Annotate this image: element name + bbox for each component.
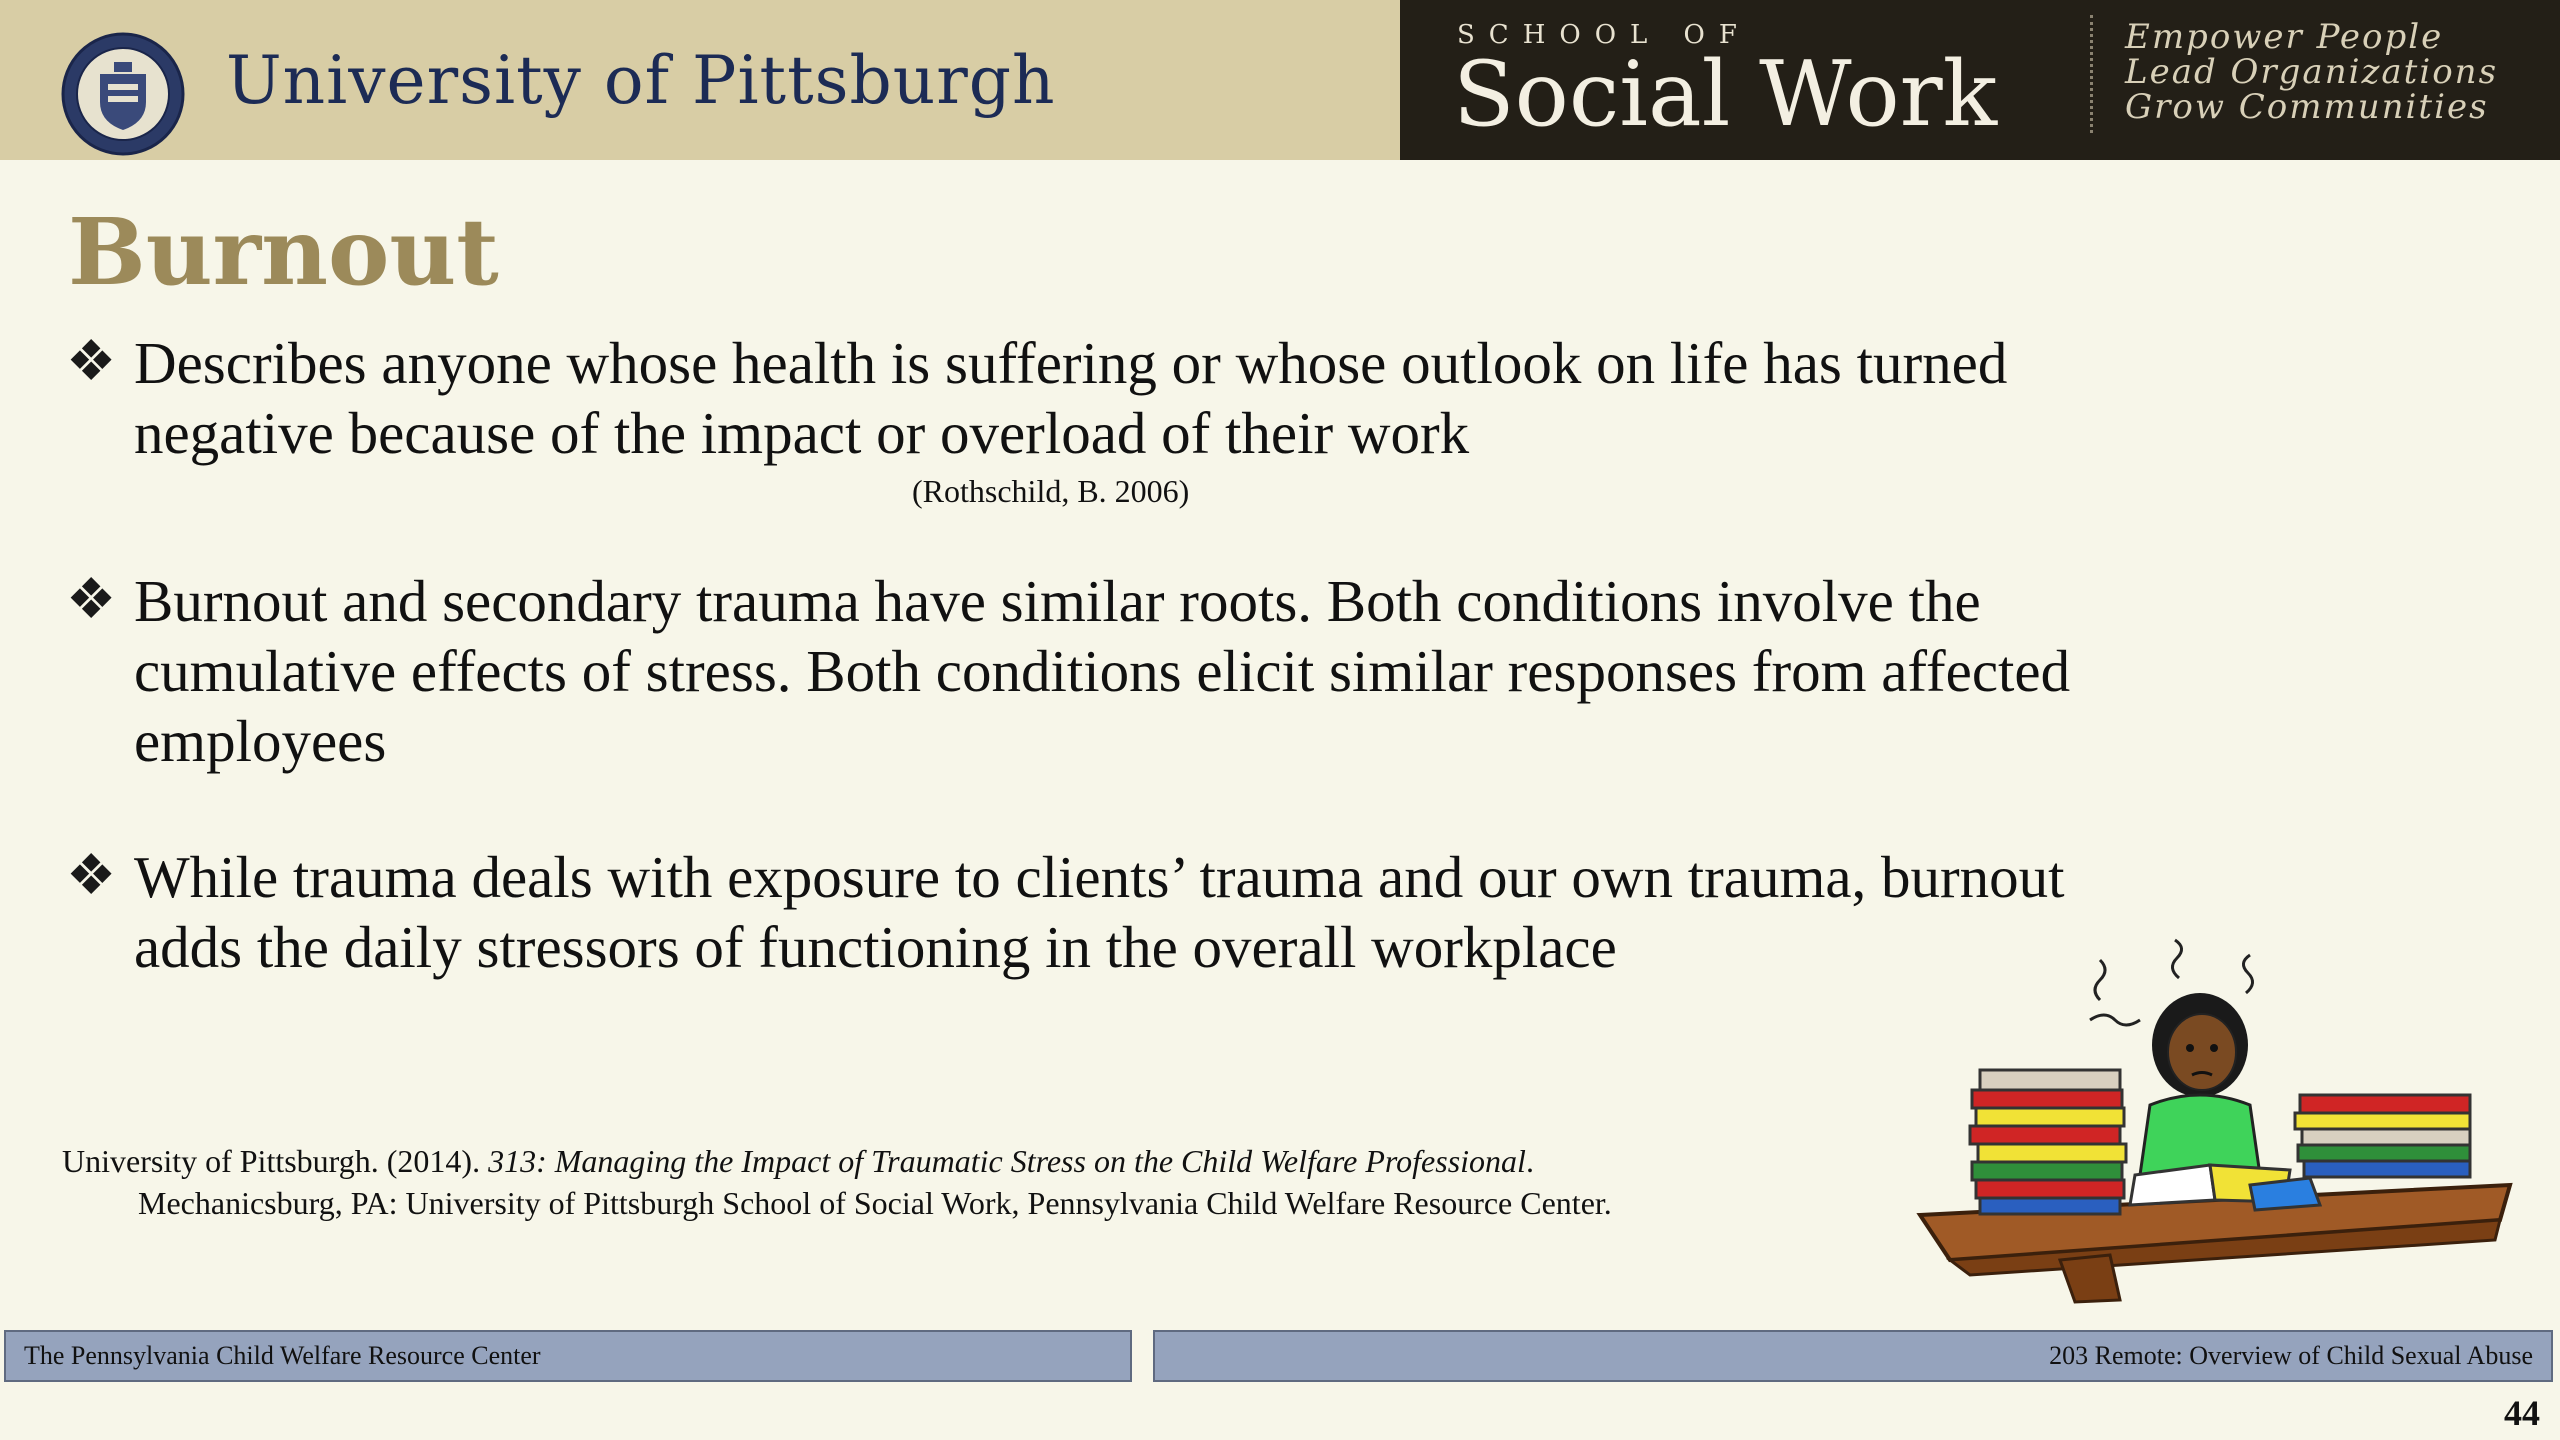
reference-publisher: Mechanicsburg, PA: University of Pittsburgh School of Social Work, Pennsylvania Child Welfare Resource Center.: [138, 1185, 1612, 1221]
page-number: 44: [2504, 1393, 2540, 1433]
university-banner: [0, 0, 1400, 160]
reference-title: 313: Managing the Impact of Traumatic Stress on the Child Welfare Professional: [488, 1143, 1526, 1179]
slide-title: Burnout: [68, 198, 499, 306]
bullet-citation: (Rothschild, B. 2006): [912, 473, 1190, 509]
bullet-item: [66, 328, 2126, 468]
bullet-text: Burnout and secondary trauma have similar roots. Both conditions involve the cumulative effects of stress. Both conditions elicit similar responses from affected employees: [134, 568, 2071, 774]
bullet-item: [66, 566, 2126, 776]
motto-line: Grow Communities: [2125, 87, 2489, 127]
university-name: University of Pittsburgh: [226, 42, 1056, 119]
bullet-diamond-icon: ❖: [66, 329, 117, 394]
bullet-diamond-icon: ❖: [66, 843, 117, 908]
bullet-text: While trauma deals with exposure to clients’ trauma and our own trauma, burnout adds the daily stressors of functioning in the overall workplace: [134, 844, 2065, 980]
reference-citation: [62, 1140, 1612, 1224]
stressed-worker-clipart-icon: [1910, 930, 2520, 1310]
bullet-text: Describes anyone whose health is suffering or whose outlook on life has turned negative because of the impact or overload of their work: [134, 330, 2008, 466]
university-seal-icon: [58, 29, 188, 159]
footer-organization: The Pennsylvania Child Welfare Resource Center: [4, 1330, 1132, 1382]
school-motto: [2125, 17, 2499, 127]
motto-line: Empower People: [2125, 17, 2444, 57]
bullet-diamond-icon: ❖: [66, 567, 117, 632]
banner-divider: [2090, 15, 2093, 133]
school-of-label: SCHOOL OF: [1457, 20, 1751, 50]
school-name: Social Work: [1453, 42, 1998, 147]
bullet-item: [66, 842, 2126, 982]
school-banner: [1400, 0, 2560, 160]
reference-prefix: University of Pittsburgh. (2014).: [62, 1143, 489, 1179]
footer-course-title: 203 Remote: Overview of Child Sexual Abuse: [1153, 1330, 2553, 1382]
motto-line: Lead Organizations: [2125, 52, 2499, 92]
reference-suffix: .: [1525, 1143, 1534, 1179]
